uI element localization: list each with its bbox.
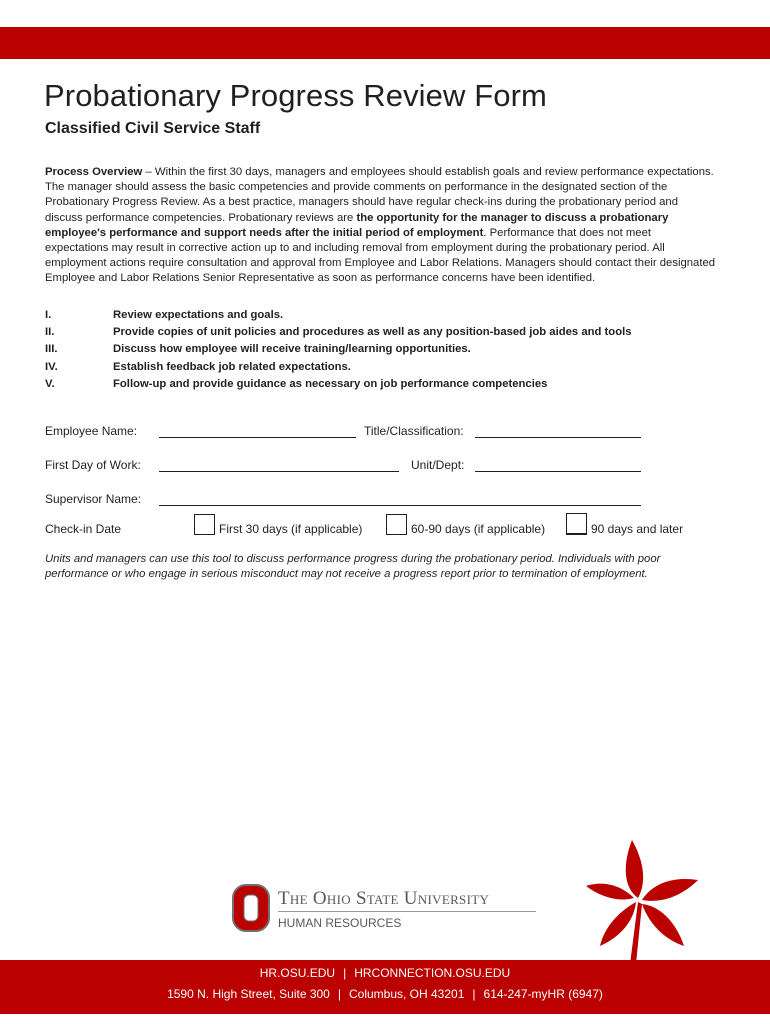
list-item xyxy=(45,359,725,376)
footer-phone: 614-247-myHR (6947) xyxy=(483,987,603,1001)
footer-city: Columbus, OH 43201 xyxy=(348,987,465,1001)
checkin-date-label: Check-in Date xyxy=(45,522,122,536)
overview-text-1: – Within the first 30 days, managers and employees should establish goals and review performance expectations. The manager should assess the basic competencies and provide comments on performance in the designated section of the Probationary Progress Review. As a best practice, managers should have regular check-ins during the probationary period and discuss performance competencies. Probationary reviews are xyxy=(45,166,714,224)
footer-link-hrconnection[interactable]: HRCONNECTION.OSU.EDU xyxy=(354,966,511,980)
footer-divider: | xyxy=(343,966,347,980)
step-text: Follow-up and provide guidance as necessary on job performance competencies xyxy=(113,377,548,390)
department-name: HUMAN RESOURCES xyxy=(278,916,402,930)
footer-websites xyxy=(0,966,770,980)
overview-label: Process Overview xyxy=(45,166,143,178)
supervisor-name-label: Supervisor Name: xyxy=(45,492,142,506)
unit-dept-label: Unit/Dept: xyxy=(411,458,465,472)
90-days-later-label: 90 days and later xyxy=(591,522,684,536)
60-90-days-checkbox[interactable] xyxy=(386,514,407,535)
employee-name-label: Employee Name: xyxy=(45,424,138,438)
list-item xyxy=(45,307,725,324)
block-o-logo-icon xyxy=(232,884,270,932)
steps-list xyxy=(45,307,725,393)
first-day-field[interactable] xyxy=(159,471,399,472)
first-30-days-label: First 30 days (if applicable) xyxy=(219,522,363,536)
overview-bold-text: the opportunity for the manager to discuss a probationary employee's performance and support needs after the initial period of employment xyxy=(45,211,669,239)
step-number: V. xyxy=(45,377,55,390)
step-number: II. xyxy=(45,326,55,339)
title-classification-field[interactable] xyxy=(475,437,641,438)
footer-divider: | xyxy=(337,987,341,1001)
buckeye-leaf-icon xyxy=(580,836,700,964)
unit-dept-field[interactable] xyxy=(475,471,641,472)
overview-text-2: . Performance that does not meet expectations may result in corrective action up to and including removal from employment during the probationary period. All employment actions require consultation and approval from Employee and Labor Relations. Managers should contact their designated Employee and Labor Relations Senior Representative as soon as performance concerns have been identified. xyxy=(45,226,716,285)
first-30-days-checkbox[interactable] xyxy=(194,514,215,535)
footer-link-hr[interactable]: HR.OSU.EDU xyxy=(259,966,336,980)
supervisor-name-field[interactable] xyxy=(159,505,641,506)
60-90-days-label: 60-90 days (if applicable) xyxy=(411,522,546,536)
step-text: Review expectations and goals. xyxy=(113,309,284,321)
page-subtitle: Classified Civil Service Staff xyxy=(45,120,261,137)
list-item xyxy=(45,376,725,393)
page-title: Probationary Progress Review Form xyxy=(44,78,547,113)
note-text: Units and managers can use this tool to discuss performance progress during the probationary period. Individuals with poor performance or who engage in serious misconduct may not receive a progress report prior to termination of employment. xyxy=(45,553,661,580)
step-text: Discuss how employee will receive training/learning opportunities. xyxy=(113,343,471,356)
footer-divider: | xyxy=(472,987,476,1001)
process-overview xyxy=(45,165,717,287)
footer-bar xyxy=(0,960,770,1014)
first-day-label: First Day of Work: xyxy=(45,458,141,472)
footer-contact xyxy=(0,987,770,1001)
footer-address: 1590 N. High Street, Suite 300 xyxy=(167,987,330,1001)
top-red-bar xyxy=(0,27,770,59)
list-item xyxy=(45,341,725,358)
step-number: III. xyxy=(45,343,58,356)
step-text: Establish feedback job related expectations. xyxy=(113,360,351,373)
list-item xyxy=(45,324,725,341)
logo-divider xyxy=(278,911,536,912)
university-name: The Ohio State University xyxy=(278,888,490,909)
90-days-later-checkbox[interactable] xyxy=(566,513,587,535)
step-number: I. xyxy=(45,309,52,321)
employee-name-field[interactable] xyxy=(159,437,356,438)
step-number: IV. xyxy=(45,360,58,373)
title-classification-label: Title/Classification: xyxy=(364,424,464,438)
step-text: Provide copies of unit policies and procedures as well as any position-based job aides and tools xyxy=(113,326,632,339)
